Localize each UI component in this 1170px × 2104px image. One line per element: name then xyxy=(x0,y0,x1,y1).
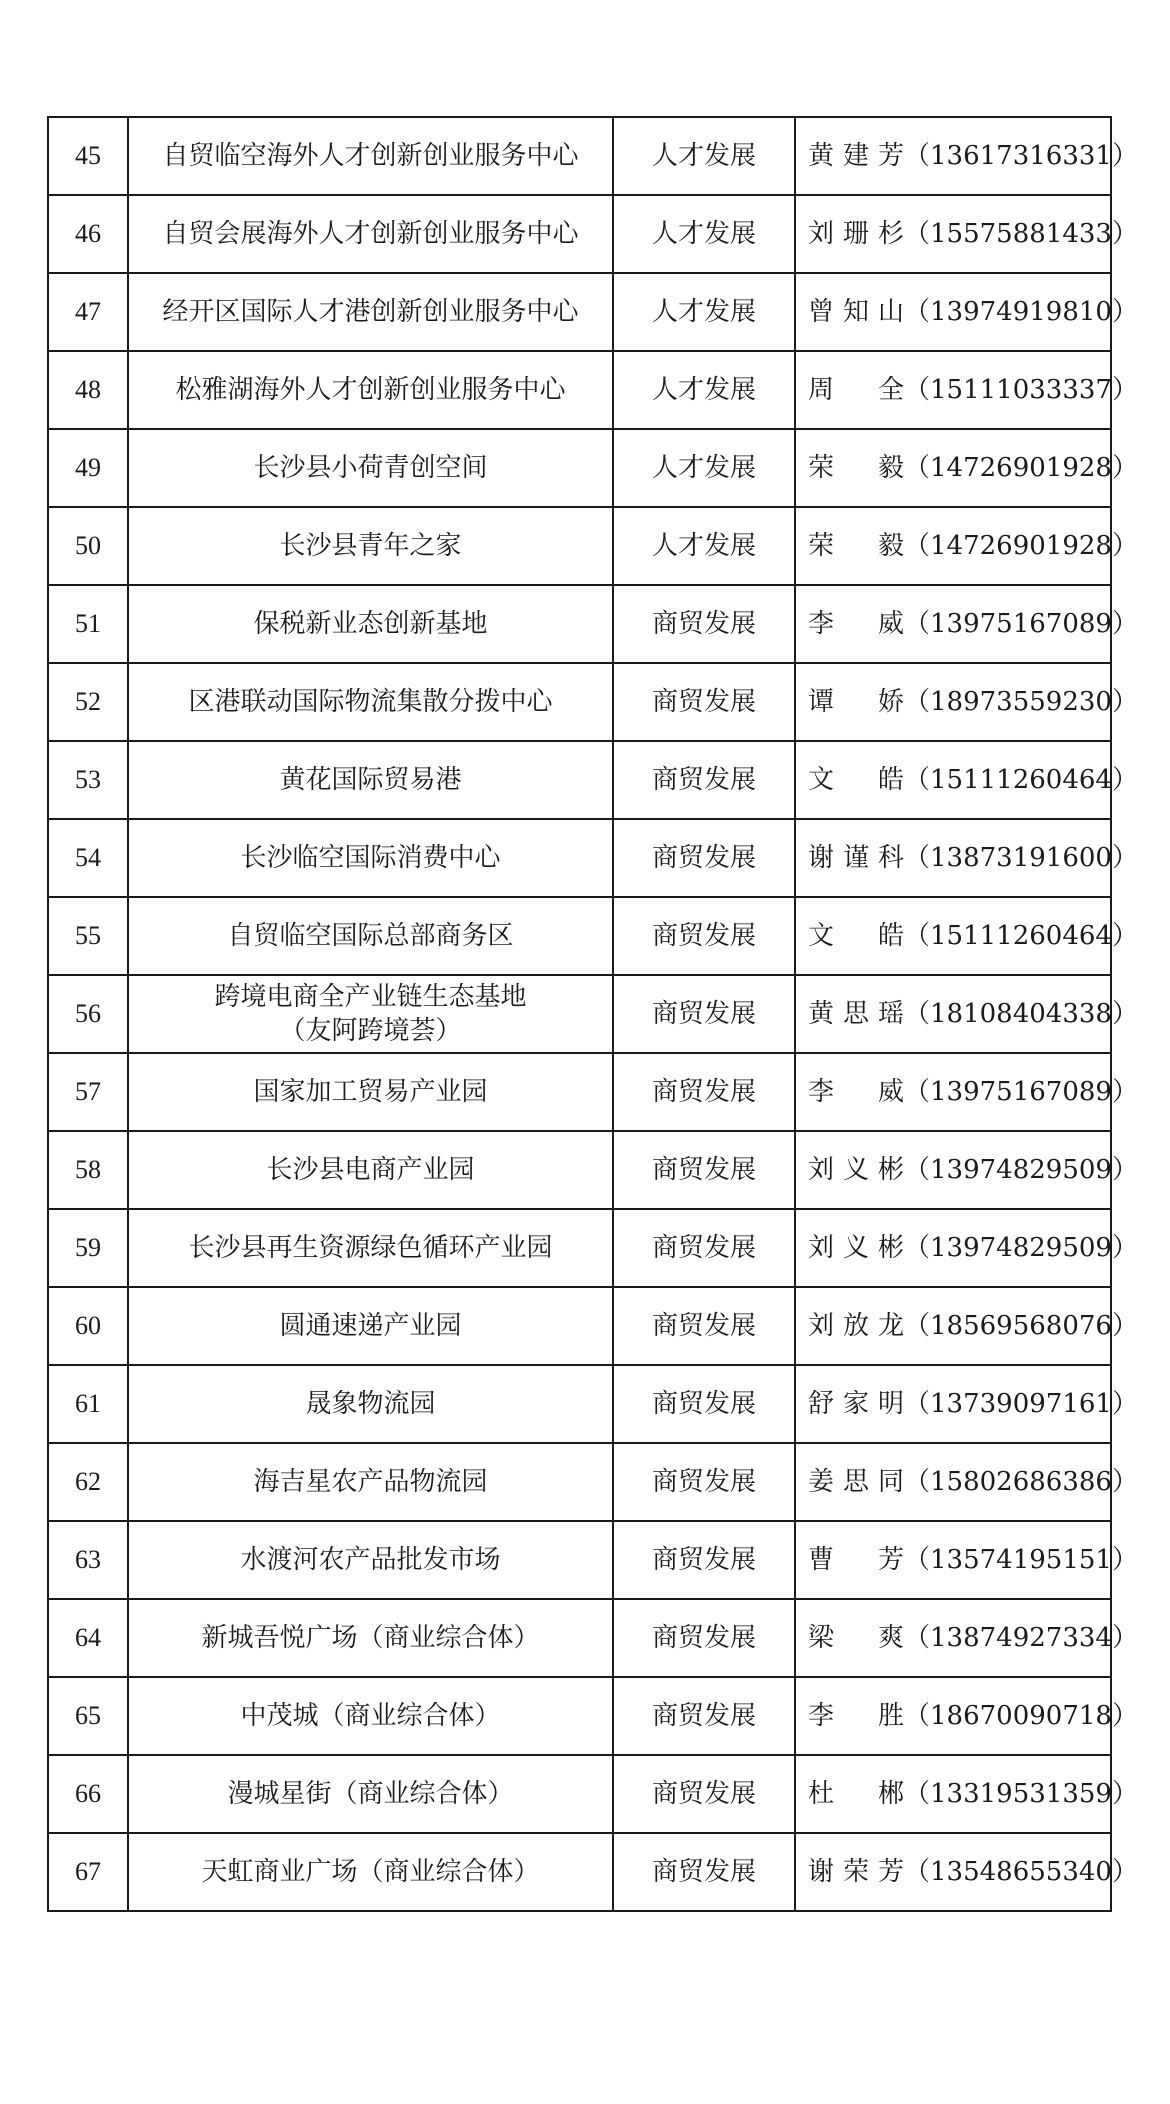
table-row xyxy=(48,1677,1111,1755)
contact-phone: （18569568076） xyxy=(904,1311,1138,1341)
category: 人才发展 xyxy=(613,195,795,273)
contact-phone: （13974829509） xyxy=(904,1233,1138,1263)
table-row xyxy=(48,195,1111,273)
category: 商贸发展 xyxy=(613,1365,795,1443)
row-number: 63 xyxy=(48,1521,128,1599)
facility-name: 自贸临空国际总部商务区 xyxy=(227,921,514,951)
contact-cell xyxy=(795,663,1138,741)
facility-name: 自贸临空海外人才创新创业服务中心 xyxy=(162,141,579,171)
facility-name: 圆通速递产业园 xyxy=(279,1311,462,1341)
table-row xyxy=(48,819,1111,897)
category: 商贸发展 xyxy=(613,585,795,663)
category: 人才发展 xyxy=(613,507,795,585)
category: 商贸发展 xyxy=(613,663,795,741)
facility-name: 长沙县再生资源绿色循环产业园 xyxy=(188,1233,553,1263)
row-number: 59 xyxy=(48,1209,128,1287)
contact-phone: （18108404338） xyxy=(904,999,1138,1029)
contact-cell xyxy=(795,741,1138,819)
facility-name: 黄花国际贸易港 xyxy=(279,765,462,795)
facility-name: 国家加工贸易产业园 xyxy=(253,1077,488,1107)
row-number: 60 xyxy=(48,1287,128,1365)
facility-name: 海吉星农产品物流园 xyxy=(253,1467,488,1497)
facility-name: （友阿跨境荟） xyxy=(279,1016,462,1046)
contact-cell xyxy=(795,117,1138,195)
row-number: 45 xyxy=(48,117,128,195)
contact-phone: （13874927334） xyxy=(904,1623,1138,1653)
facility-name-cell xyxy=(128,351,613,429)
contact-name: 周全 xyxy=(808,375,904,405)
contact-name: 黄建芳 xyxy=(808,141,904,171)
contact-name: 姜思同 xyxy=(808,1467,904,1497)
row-number: 56 xyxy=(48,975,128,1053)
table-row xyxy=(48,897,1111,975)
contact-phone: （14726901928） xyxy=(904,531,1138,561)
table-row xyxy=(48,1443,1111,1521)
contact-name: 李威 xyxy=(808,1077,904,1107)
contact-phone: （13873191600） xyxy=(904,843,1138,873)
category: 商贸发展 xyxy=(613,1131,795,1209)
contact-cell xyxy=(795,1443,1138,1521)
facility-name-cell xyxy=(128,1833,613,1911)
contact-name: 曾知山 xyxy=(808,297,904,327)
contact-name: 文皓 xyxy=(808,921,904,951)
facility-name-cell xyxy=(128,1599,613,1677)
facility-name: 经开区国际人才港创新创业服务中心 xyxy=(162,297,579,327)
contact-phone: （14726901928） xyxy=(904,453,1138,483)
facility-name: 长沙县青年之家 xyxy=(279,531,462,561)
facility-name-cell xyxy=(128,1365,613,1443)
facility-name-cell xyxy=(128,273,613,351)
contact-name: 刘义彬 xyxy=(808,1233,904,1263)
facility-name-cell xyxy=(128,663,613,741)
category: 商贸发展 xyxy=(613,1053,795,1131)
contact-name: 荣毅 xyxy=(808,453,904,483)
facility-name: 中茂城（商业综合体） xyxy=(240,1701,501,1731)
contact-name: 李威 xyxy=(808,609,904,639)
facility-name-cell xyxy=(128,195,613,273)
contact-cell xyxy=(795,819,1138,897)
contact-name: 曹芳 xyxy=(808,1545,904,1575)
contact-phone: （13548655340） xyxy=(904,1857,1138,1887)
facility-name-cell xyxy=(128,429,613,507)
category: 商贸发展 xyxy=(613,1287,795,1365)
facility-name-cell xyxy=(128,1521,613,1599)
category: 商贸发展 xyxy=(613,897,795,975)
contact-cell xyxy=(795,351,1138,429)
contact-phone: （13617316331） xyxy=(904,141,1138,171)
contact-phone: （13574195151） xyxy=(904,1545,1138,1575)
row-number: 46 xyxy=(48,195,128,273)
facility-name-cell xyxy=(128,1443,613,1521)
facility-name-cell xyxy=(128,1287,613,1365)
row-number: 50 xyxy=(48,507,128,585)
contact-cell xyxy=(795,429,1138,507)
facility-name: 天虹商业广场（商业综合体） xyxy=(201,1857,540,1887)
facility-name-cell xyxy=(128,585,613,663)
contact-phone: （13974919810） xyxy=(904,297,1138,327)
facility-name: 新城吾悦广场（商业综合体） xyxy=(201,1623,540,1653)
table-row xyxy=(48,663,1111,741)
contact-cell xyxy=(795,273,1138,351)
facility-name-cell xyxy=(128,975,613,1053)
category: 商贸发展 xyxy=(613,1677,795,1755)
category: 人才发展 xyxy=(613,273,795,351)
contact-cell xyxy=(795,1053,1138,1131)
table-row xyxy=(48,1599,1111,1677)
contact-cell xyxy=(795,897,1138,975)
category: 人才发展 xyxy=(613,429,795,507)
contact-name: 舒家明 xyxy=(808,1389,904,1419)
table-row xyxy=(48,273,1111,351)
facility-name: 区港联动国际物流集散分拨中心 xyxy=(188,687,553,717)
facility-name-cell xyxy=(128,1755,613,1833)
category: 商贸发展 xyxy=(613,1443,795,1521)
table-row xyxy=(48,975,1111,1053)
row-number: 65 xyxy=(48,1677,128,1755)
row-number: 47 xyxy=(48,273,128,351)
category: 商贸发展 xyxy=(613,1755,795,1833)
category: 商贸发展 xyxy=(613,1833,795,1911)
table-row xyxy=(48,585,1111,663)
contact-cell xyxy=(795,1131,1138,1209)
contact-phone: （13319531359） xyxy=(904,1779,1138,1809)
contact-cell xyxy=(795,1287,1138,1365)
row-number: 64 xyxy=(48,1599,128,1677)
contact-name: 谢荣芳 xyxy=(808,1857,904,1887)
contact-cell xyxy=(795,975,1138,1053)
table-row xyxy=(48,1521,1111,1599)
facility-name: 长沙县电商产业园 xyxy=(266,1155,475,1185)
table-row xyxy=(48,1365,1111,1443)
row-number: 58 xyxy=(48,1131,128,1209)
contact-phone: （13739097161） xyxy=(904,1389,1138,1419)
table-row xyxy=(48,117,1111,195)
contact-phone: （15575881433） xyxy=(904,219,1138,249)
contact-phone: （15802686386） xyxy=(904,1467,1138,1497)
contact-name: 谢谨科 xyxy=(808,843,904,873)
table-row xyxy=(48,1833,1111,1911)
facility-name: 保税新业态创新基地 xyxy=(253,609,488,639)
category: 人才发展 xyxy=(613,117,795,195)
table-row xyxy=(48,1755,1111,1833)
table-row xyxy=(48,1287,1111,1365)
category: 商贸发展 xyxy=(613,1521,795,1599)
contact-cell xyxy=(795,195,1138,273)
row-number: 67 xyxy=(48,1833,128,1911)
facility-name-cell xyxy=(128,1131,613,1209)
contact-name: 黄思瑶 xyxy=(808,999,904,1029)
row-number: 61 xyxy=(48,1365,128,1443)
table-body xyxy=(48,117,1138,1911)
facility-name: 长沙临空国际消费中心 xyxy=(240,843,501,873)
contact-name: 文皓 xyxy=(808,765,904,795)
contact-name: 杜郴 xyxy=(808,1779,904,1809)
category: 商贸发展 xyxy=(613,819,795,897)
facility-name: 自贸会展海外人才创新创业服务中心 xyxy=(162,219,579,249)
table-row xyxy=(48,429,1111,507)
row-number: 48 xyxy=(48,351,128,429)
category: 商贸发展 xyxy=(613,741,795,819)
facility-name-cell xyxy=(128,507,613,585)
facility-name-cell xyxy=(128,819,613,897)
facility-name-cell xyxy=(128,897,613,975)
contact-phone: （15111033337） xyxy=(904,375,1138,405)
contact-phone: （13975167089） xyxy=(904,609,1138,639)
table-row xyxy=(48,1209,1111,1287)
contact-phone: （13975167089） xyxy=(904,1077,1138,1107)
contact-cell xyxy=(795,585,1138,663)
contact-name: 刘义彬 xyxy=(808,1155,904,1185)
contact-cell xyxy=(795,1599,1138,1677)
row-number: 53 xyxy=(48,741,128,819)
row-number: 52 xyxy=(48,663,128,741)
contact-cell xyxy=(795,1677,1138,1755)
facility-name: 水渡河农产品批发市场 xyxy=(240,1545,501,1575)
facility-name: 晟象物流园 xyxy=(305,1389,436,1419)
contact-cell xyxy=(795,507,1138,585)
contact-name: 刘珊杉 xyxy=(808,219,904,249)
table-row xyxy=(48,741,1111,819)
contact-cell xyxy=(795,1833,1138,1911)
table-row xyxy=(48,351,1111,429)
table-row xyxy=(48,1053,1111,1131)
table-row xyxy=(48,507,1111,585)
contact-name: 荣毅 xyxy=(808,531,904,561)
contact-cell xyxy=(795,1209,1138,1287)
facility-name: 漫城星街（商业综合体） xyxy=(227,1779,514,1809)
facility-name-cell xyxy=(128,1053,613,1131)
row-number: 55 xyxy=(48,897,128,975)
category: 人才发展 xyxy=(613,351,795,429)
facility-name: 松雅湖海外人才创新创业服务中心 xyxy=(175,375,566,405)
table-row xyxy=(48,1131,1111,1209)
facility-contact-table xyxy=(47,116,1138,1912)
facility-name: 长沙县小荷青创空间 xyxy=(253,453,488,483)
contact-phone: （15111260464） xyxy=(904,765,1138,795)
row-number: 57 xyxy=(48,1053,128,1131)
row-number: 51 xyxy=(48,585,128,663)
contact-phone: （13974829509） xyxy=(904,1155,1138,1185)
contact-phone: （18973559230） xyxy=(904,687,1138,717)
contact-cell xyxy=(795,1755,1138,1833)
contact-phone: （18670090718） xyxy=(904,1701,1138,1731)
contact-name: 刘放龙 xyxy=(808,1311,904,1341)
facility-name-cell xyxy=(128,117,613,195)
row-number: 49 xyxy=(48,429,128,507)
category: 商贸发展 xyxy=(613,975,795,1053)
facility-name-cell xyxy=(128,741,613,819)
contact-cell xyxy=(795,1521,1138,1599)
facility-name-cell xyxy=(128,1209,613,1287)
contact-phone: （15111260464） xyxy=(904,921,1138,951)
facility-name-cell xyxy=(128,1677,613,1755)
contact-name: 谭娇 xyxy=(808,687,904,717)
contact-name: 梁爽 xyxy=(808,1623,904,1653)
category: 商贸发展 xyxy=(613,1599,795,1677)
row-number: 54 xyxy=(48,819,128,897)
row-number: 62 xyxy=(48,1443,128,1521)
facility-name: 跨境电商全产业链生态基地 xyxy=(214,982,527,1012)
contact-name: 李胜 xyxy=(808,1701,904,1731)
category: 商贸发展 xyxy=(613,1209,795,1287)
contact-cell xyxy=(795,1365,1138,1443)
row-number: 66 xyxy=(48,1755,128,1833)
